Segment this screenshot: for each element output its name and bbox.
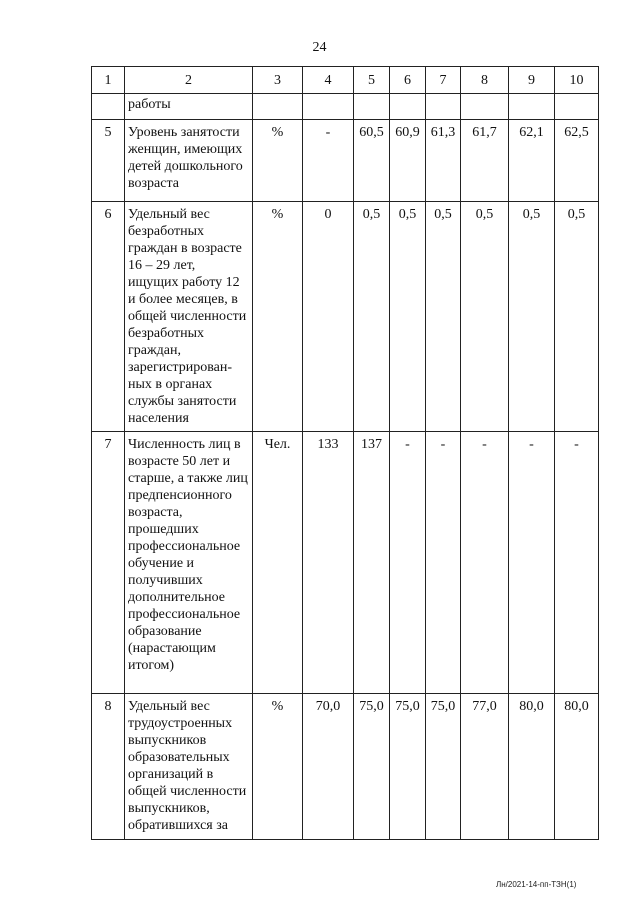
value-cell	[555, 94, 599, 120]
indicator-name: Уровень занятости женщин, имеющих детей дошкольного возраста	[125, 120, 253, 202]
value-cell: 61,3	[426, 120, 461, 202]
column-header: 6	[390, 67, 426, 94]
value-cell: -	[555, 432, 599, 694]
value-cell: 60,9	[390, 120, 426, 202]
value-cell	[390, 94, 426, 120]
value-cell: -	[390, 432, 426, 694]
value-cell: -	[461, 432, 509, 694]
table-row	[92, 202, 599, 432]
indicator-name: работы	[125, 94, 253, 120]
value-cell: 75,0	[354, 694, 390, 840]
value-cell: 0,5	[390, 202, 426, 432]
value-cell: 137	[354, 432, 390, 694]
column-header: 5	[354, 67, 390, 94]
value-cell: -	[426, 432, 461, 694]
table-row	[92, 694, 599, 840]
row-number: 6	[92, 202, 125, 432]
value-cell: 62,1	[509, 120, 555, 202]
value-cell	[509, 94, 555, 120]
value-cell: 0,5	[461, 202, 509, 432]
table-row	[92, 120, 599, 202]
column-header: 3	[253, 67, 303, 94]
unit-cell: Чел.	[253, 432, 303, 694]
value-cell: 75,0	[390, 694, 426, 840]
column-header: 7	[426, 67, 461, 94]
page-number: 24	[312, 40, 327, 55]
column-header: 1	[92, 67, 125, 94]
column-header: 8	[461, 67, 509, 94]
value-cell: 80,0	[555, 694, 599, 840]
value-cell	[426, 94, 461, 120]
indicator-name: Численность лиц в возрасте 50 лет и старше, а также лиц предпенсионного возраста, прошедших профессиональное обучение и получивших дополнительное профессиональное образование (нарастающим итогом)	[125, 432, 253, 694]
value-cell	[354, 94, 390, 120]
value-cell: 0,5	[555, 202, 599, 432]
value-cell: 0,5	[509, 202, 555, 432]
table-row	[92, 432, 599, 694]
value-cell: -	[303, 120, 354, 202]
indicators-table	[91, 66, 599, 840]
value-cell: -	[509, 432, 555, 694]
value-cell: 77,0	[461, 694, 509, 840]
unit-cell	[253, 94, 303, 120]
row-number: 8	[92, 694, 125, 840]
indicator-name: Удельный вес безработных граждан в возрасте 16 – 29 лет, ищущих работу 12 и более месяцев, в общей численности безработных граждан, зарегистрирован-ных в органах службы занятости населения	[125, 202, 253, 432]
row-number: 7	[92, 432, 125, 694]
table-header-row	[92, 67, 599, 94]
unit-cell: %	[253, 694, 303, 840]
value-cell: 75,0	[426, 694, 461, 840]
value-cell: 0	[303, 202, 354, 432]
column-header: 2	[125, 67, 253, 94]
value-cell: 70,0	[303, 694, 354, 840]
column-header: 9	[509, 67, 555, 94]
unit-cell: %	[253, 120, 303, 202]
value-cell	[303, 94, 354, 120]
column-header: 4	[303, 67, 354, 94]
value-cell	[461, 94, 509, 120]
value-cell: 60,5	[354, 120, 390, 202]
indicator-name: Удельный вес трудоустроенных выпускников образовательных организаций в общей численности выпускников, обратившихся за	[125, 694, 253, 840]
row-number	[92, 94, 125, 120]
value-cell: 62,5	[555, 120, 599, 202]
row-number: 5	[92, 120, 125, 202]
column-header: 10	[555, 67, 599, 94]
document-code: Лн/2021-14-пп-ТЗН(1)	[496, 880, 577, 889]
unit-cell: %	[253, 202, 303, 432]
table-row	[92, 94, 599, 120]
value-cell: 80,0	[509, 694, 555, 840]
value-cell: 0,5	[426, 202, 461, 432]
value-cell: 0,5	[354, 202, 390, 432]
value-cell: 133	[303, 432, 354, 694]
value-cell: 61,7	[461, 120, 509, 202]
